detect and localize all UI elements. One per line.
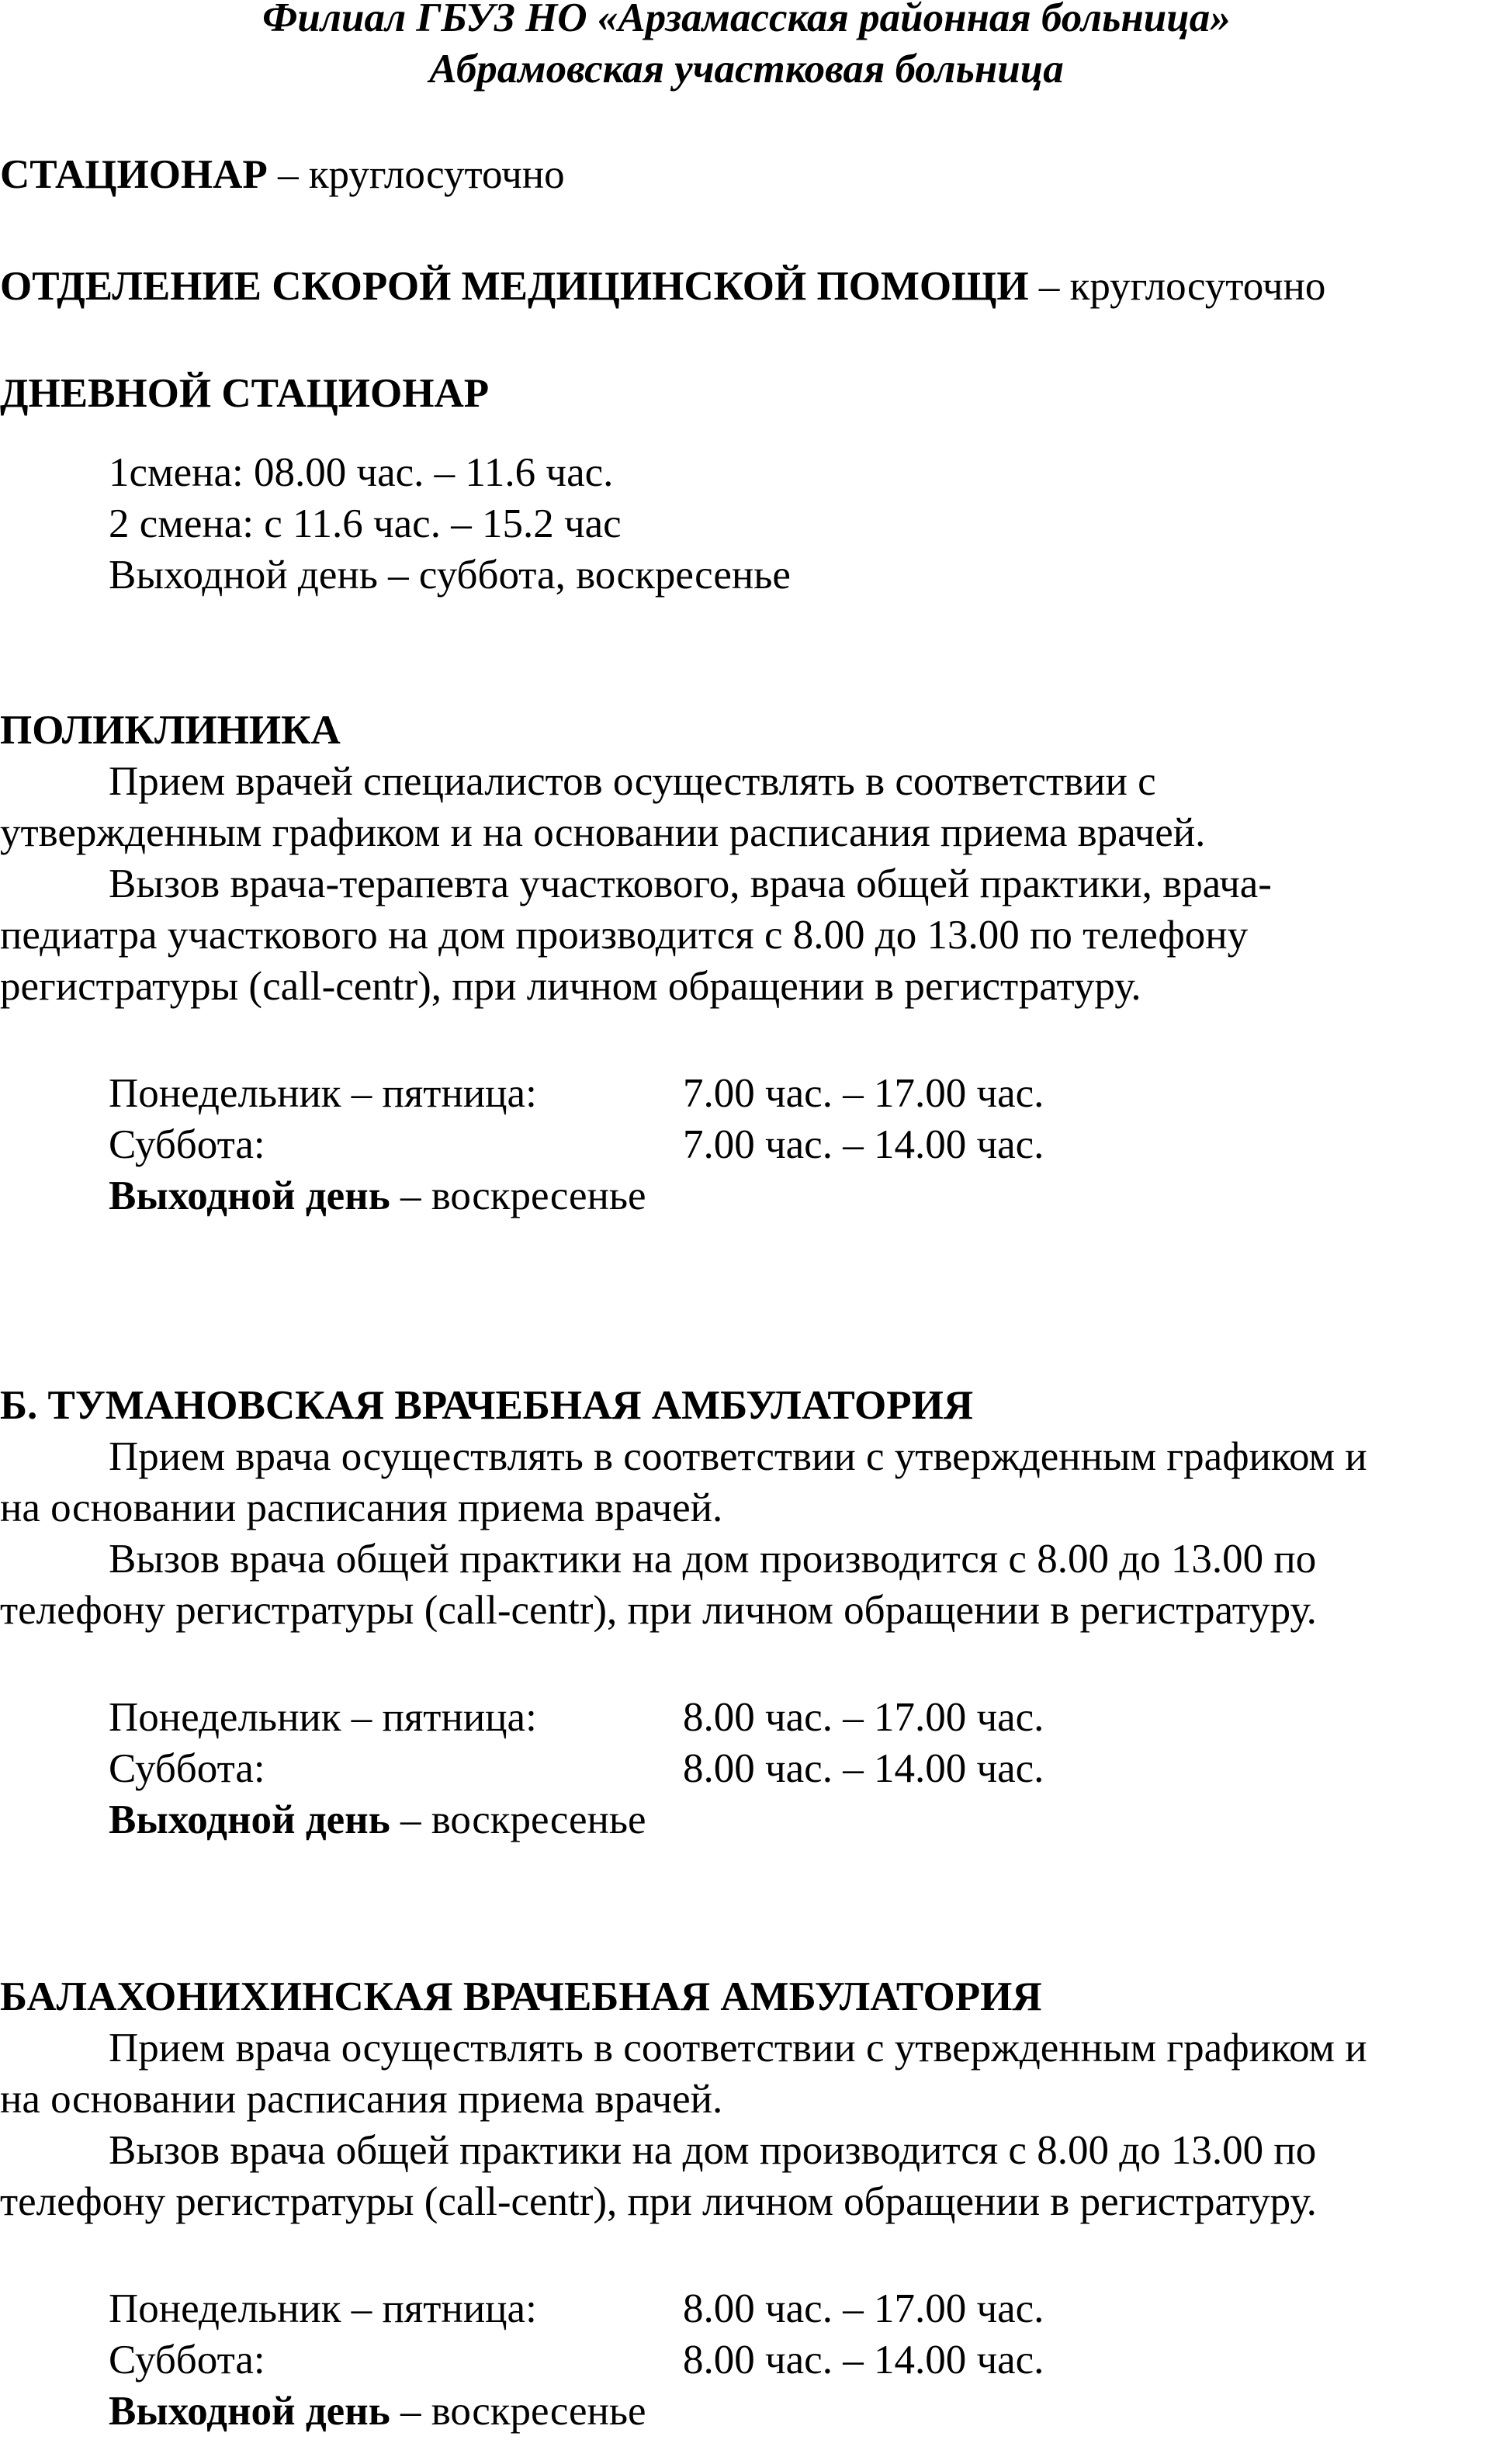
header-title-line2: Абрамовская участковая больница — [429, 47, 1064, 92]
day-stacionar-title: ДНЕВНОЙ СТАЦИОНАР — [0, 371, 490, 416]
balakhonikha-dayoff-label: Выходной день — [109, 2389, 390, 2434]
emergency-hours: – круглосуточно — [1028, 264, 1326, 309]
balakhonikha-para-line: телефону регистратуры (call-centr), при личном обращении в регистратуру. — [0, 2179, 1317, 2224]
polyclinic-dayoff — [109, 1170, 646, 1222]
balakhonikha-para-line: на основании расписания приема врачей. — [0, 2077, 723, 2122]
emergency-line — [0, 261, 1325, 312]
stacionar-line — [0, 149, 565, 200]
polyclinic-schedule-time: 7.00 час. – 14.00 час. — [683, 1122, 1044, 1167]
tumanovskaya-title: Б. ТУМАНОВСКАЯ ВРАЧЕБНАЯ АМБУЛАТОРИЯ — [0, 1383, 974, 1428]
balakhonikha-para-line: Прием врача осуществлять в соответствии с утвержденным графиком и — [109, 2026, 1367, 2071]
balakhonikha-schedule-day: Суббота: — [109, 2338, 265, 2383]
polyclinic-para-line: педиатра участкового на дом производится с 8.00 до 13.00 по телефону — [0, 913, 1249, 958]
balakhonikha-schedule-time: 8.00 час. – 17.00 час. — [683, 2286, 1044, 2331]
polyclinic-dayoff-label: Выходной день — [109, 1173, 390, 1218]
tumanovskaya-para-line: телефону регистратуры (call-centr), при личном обращении в регистратуру. — [0, 1588, 1317, 1633]
stacionar-hours: – круглосуточно — [267, 152, 565, 197]
balakhonikha-dayoff-value: – воскресенье — [390, 2389, 646, 2434]
polyclinic-schedule-time: 7.00 час. – 17.00 час. — [683, 1071, 1044, 1116]
balakhonikha-schedule-day: Понедельник – пятница: — [109, 2286, 537, 2331]
polyclinic-schedule-day: Понедельник – пятница: — [109, 1071, 537, 1116]
balakhonikha-schedule-time: 8.00 час. – 14.00 час. — [683, 2338, 1044, 2383]
tumanovskaya-dayoff-value: – воскресенье — [390, 1797, 646, 1842]
header-title-line1: Филиал ГБУЗ НО «Арзамасская районная больница» — [262, 0, 1231, 40]
day-stacionar-dayoff: Выходной день – суббота, воскресенье — [109, 553, 791, 598]
balakhonikha-dayoff — [109, 2386, 646, 2437]
tumanovskaya-para-line: Прием врача осуществлять в соответствии с утвержденным графиком и — [109, 1434, 1367, 1479]
polyclinic-dayoff-value: – воскресенье — [390, 1173, 646, 1218]
polyclinic-para-line: Прием врачей специалистов осуществлять в соответствии с — [109, 759, 1156, 804]
day-stacionar-shift2: 2 смена: с 11.6 час. – 15.2 час — [109, 501, 622, 546]
polyclinic-para-line: Вызов врача-терапевта участкового, врача общей практики, врача- — [109, 861, 1272, 906]
balakhonikha-para-line: Вызов врача общей практики на дом производится с 8.00 до 13.00 по — [109, 2128, 1317, 2173]
day-stacionar-shift1: 1смена: 08.00 час. – 11.6 час. — [109, 450, 614, 495]
tumanovskaya-schedule-day: Понедельник – пятница: — [109, 1695, 537, 1740]
tumanovskaya-dayoff — [109, 1794, 646, 1845]
tumanovskaya-schedule-time: 8.00 час. – 17.00 час. — [683, 1695, 1044, 1740]
polyclinic-para-line: утвержденным графиком и на основании расписания приема врачей. — [0, 810, 1206, 855]
tumanovskaya-schedule-day: Суббота: — [109, 1746, 265, 1791]
polyclinic-para-line: регистратуры (call-centr), при личном обращении в регистратуру. — [0, 964, 1141, 1009]
emergency-title: ОТДЕЛЕНИЕ СКОРОЙ МЕДИЦИНСКОЙ ПОМОЩИ — [0, 264, 1029, 309]
balakhonikha-title: БАЛАХОНИХИНСКАЯ ВРАЧЕБНАЯ АМБУЛАТОРИЯ — [0, 1974, 1042, 2019]
polyclinic-title: ПОЛИКЛИНИКА — [0, 708, 341, 753]
tumanovskaya-dayoff-label: Выходной день — [109, 1797, 390, 1842]
tumanovskaya-para-line: Вызов врача общей практики на дом производится с 8.00 до 13.00 по — [109, 1537, 1317, 1582]
stacionar-title: СТАЦИОНАР — [0, 152, 268, 197]
tumanovskaya-schedule-time: 8.00 час. – 14.00 час. — [683, 1746, 1044, 1791]
polyclinic-schedule-day: Суббота: — [109, 1122, 265, 1167]
tumanovskaya-para-line: на основании расписания приема врачей. — [0, 1485, 723, 1530]
